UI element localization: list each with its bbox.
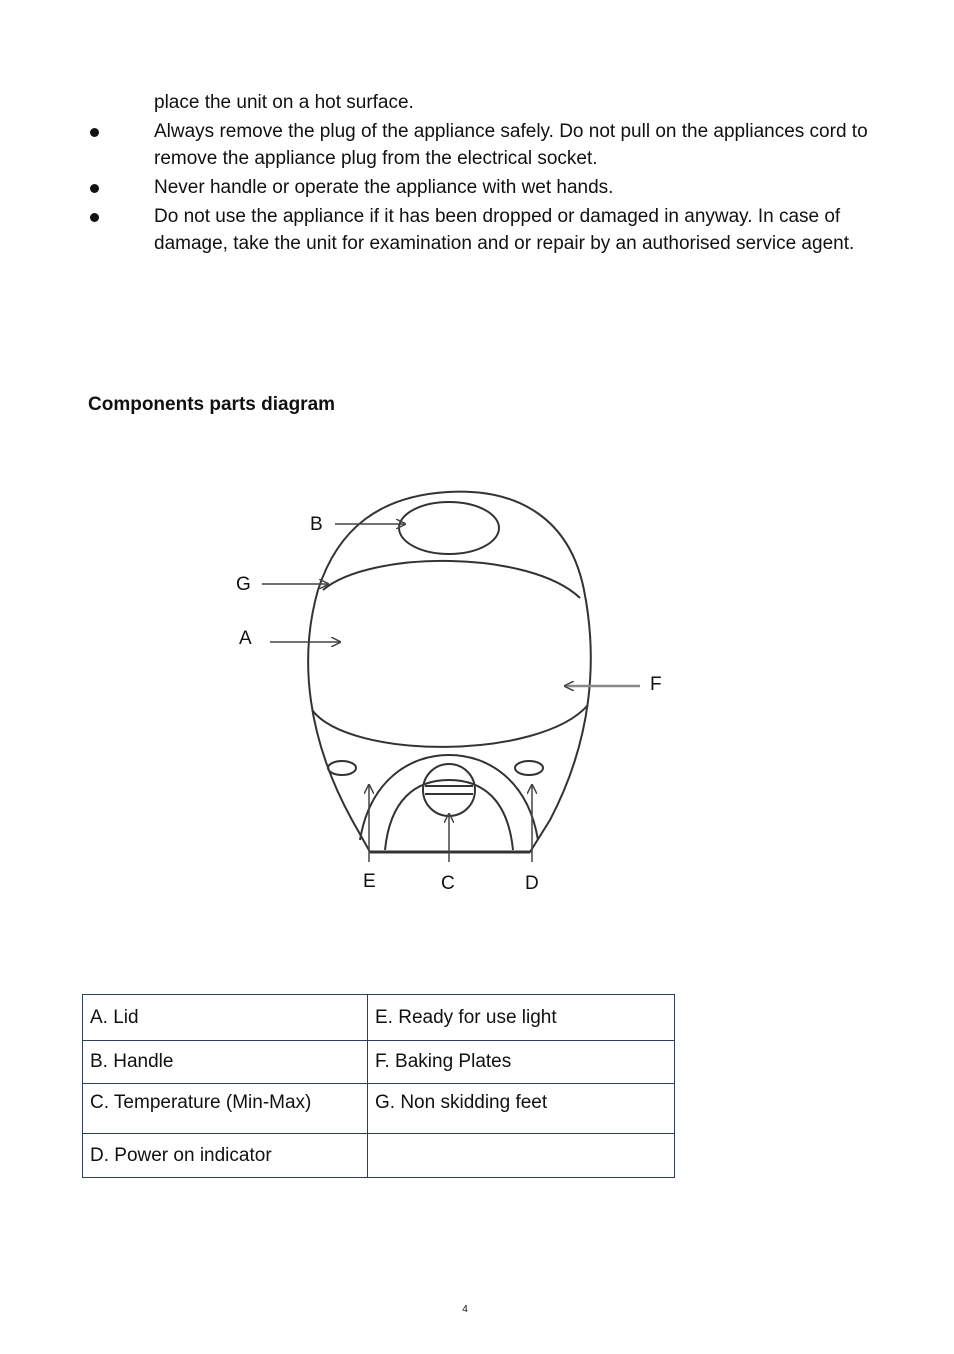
table-cell <box>368 1134 675 1178</box>
table-cell: E. Ready for use light <box>368 995 675 1041</box>
appliance-body-outline <box>308 492 591 852</box>
diagram-label-g: G <box>236 574 251 595</box>
table-row <box>83 1041 675 1084</box>
power-light-shape <box>515 761 543 775</box>
table-row <box>83 1084 675 1134</box>
handle-shape <box>399 502 499 554</box>
plate-seam-line <box>312 705 588 747</box>
table-cell: A. Lid <box>83 995 368 1041</box>
section-title: Components parts diagram <box>88 394 336 415</box>
table-cell: D. Power on indicator <box>83 1134 368 1178</box>
diagram-label-b: B <box>310 514 323 535</box>
table-cell: F. Baking Plates <box>368 1041 675 1084</box>
temperature-knob-grip <box>425 786 473 794</box>
page-number: 4 <box>462 1304 468 1315</box>
temperature-knob-shape <box>423 764 475 816</box>
diagram-label-e: E <box>363 871 376 892</box>
table-row <box>83 1134 675 1178</box>
appliance-parts-diagram <box>220 480 700 900</box>
diagram-label-c: C <box>441 873 455 894</box>
diagram-label-f: F <box>650 674 662 695</box>
bullet-icon <box>90 213 99 222</box>
intro-continuation-text: place the unit on a hot surface. <box>154 92 414 113</box>
bullet-text: Do not use the appliance if it has been dropped or damaged in anyway. In case of damage, take the unit for examination and or repair by an authorised service agent. <box>154 206 855 254</box>
table-cell: G. Non skidding feet <box>368 1084 675 1134</box>
lid-seam-line <box>323 561 580 598</box>
bullet-text: Always remove the plug of the appliance safely. Do not pull on the appliances cord to remove the appliance plug from the electrical socket. <box>154 121 868 169</box>
ready-light-shape <box>328 761 356 775</box>
table-cell: B. Handle <box>83 1041 368 1084</box>
table-row <box>83 995 675 1041</box>
table-cell: C. Temperature (Min-Max) <box>83 1084 368 1134</box>
diagram-label-a: A <box>239 628 252 649</box>
diagram-label-d: D <box>525 873 539 894</box>
bullet-icon <box>90 128 99 137</box>
bullet-icon <box>90 184 99 193</box>
parts-legend-table <box>82 994 675 1178</box>
bullet-text: Never handle or operate the appliance with wet hands. <box>154 177 614 198</box>
